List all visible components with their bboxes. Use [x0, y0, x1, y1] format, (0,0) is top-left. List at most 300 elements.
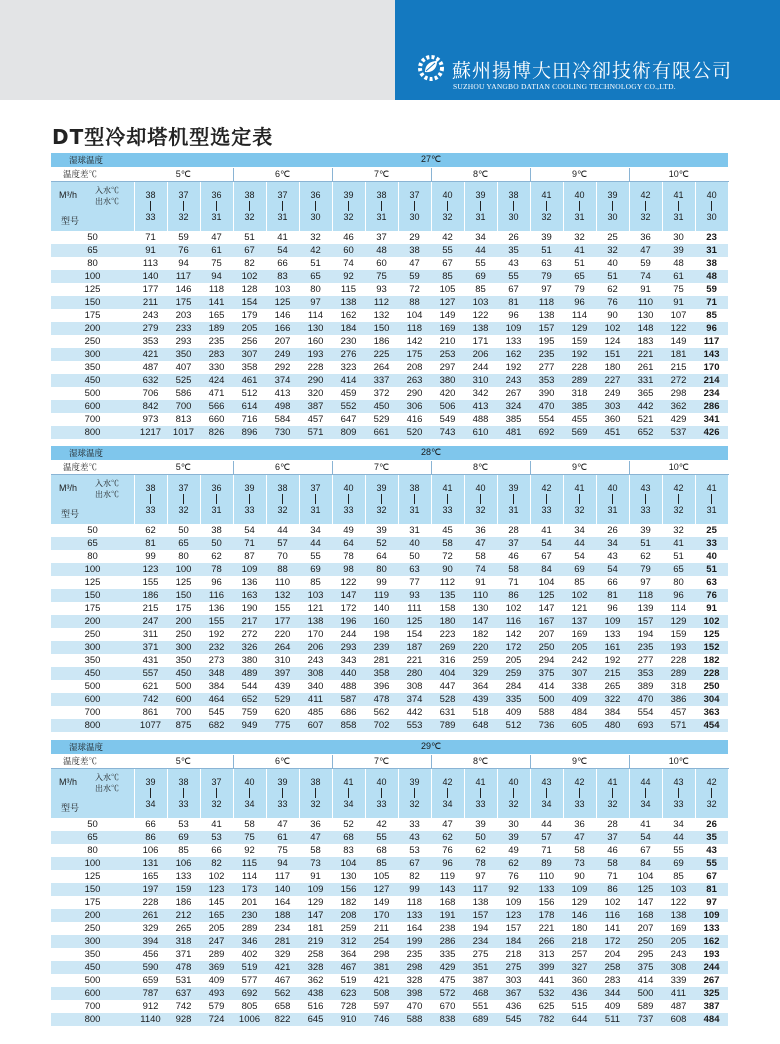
model-cell: 175 [51, 309, 134, 322]
value-cell: 658 [266, 1000, 299, 1013]
value-cell: 156 [530, 896, 563, 909]
temp-diff-7: 7℃ [332, 460, 431, 474]
value-cell: 230 [332, 335, 365, 348]
value-cell: 31 [695, 244, 728, 257]
value-cell: 194 [464, 922, 497, 935]
value-cell: 385 [563, 400, 596, 413]
value-cell: 58 [596, 857, 629, 870]
value-cell: 82 [233, 257, 266, 270]
temp-diff-label: 温度差℃ [51, 754, 134, 768]
table-row [51, 844, 728, 857]
value-cell: 170 [365, 909, 398, 922]
value-cell: 242 [563, 654, 596, 667]
value-cell: 39 [629, 524, 662, 537]
value-cell: 34 [596, 537, 629, 550]
value-cell: 147 [464, 615, 497, 628]
value-cell: 169 [662, 922, 695, 935]
value-cell: 369 [200, 961, 233, 974]
value-cell: 128 [233, 283, 266, 296]
value-cell: 68 [332, 831, 365, 844]
value-cell: 360 [563, 974, 596, 987]
value-cell: 161 [596, 641, 629, 654]
value-cell: 71 [695, 296, 728, 309]
value-cell: 487 [662, 1000, 695, 1013]
wet-bulb-label: 湿球温度 [51, 446, 134, 460]
temp-diff-10: 10℃ [629, 754, 728, 768]
table-row [51, 387, 728, 400]
value-cell: 421 [266, 961, 299, 974]
value-cell: 96 [695, 322, 728, 335]
value-cell: 127 [365, 883, 398, 896]
value-cell: 54 [266, 244, 299, 257]
wet-bulb-label: 湿球温度 [51, 740, 134, 754]
value-cell: 322 [596, 693, 629, 706]
value-cell: 652 [629, 426, 662, 439]
value-cell: 99 [134, 550, 167, 563]
value-cell: 243 [662, 948, 695, 961]
value-cell: 81 [596, 589, 629, 602]
value-cell: 192 [200, 628, 233, 641]
value-cell: 520 [398, 426, 431, 439]
value-cell: 112 [365, 296, 398, 309]
value-cell: 421 [134, 348, 167, 361]
value-cell: 426 [695, 426, 728, 439]
model-cell: 600 [51, 693, 134, 706]
value-cell: 281 [266, 935, 299, 948]
table-row [51, 896, 728, 909]
value-cell: 138 [464, 896, 497, 909]
value-cell: 92 [332, 270, 365, 283]
value-cell: 424 [200, 374, 233, 387]
value-cell: 842 [134, 400, 167, 413]
value-cell: 464 [200, 693, 233, 706]
value-cell: 228 [662, 654, 695, 667]
value-cell: 192 [563, 348, 596, 361]
value-cell: 265 [167, 922, 200, 935]
value-cell: 706 [134, 387, 167, 400]
value-cell: 273 [200, 654, 233, 667]
header-corner [51, 768, 134, 818]
inlet-outlet-cell: 39 31 [464, 181, 497, 231]
value-cell: 82 [200, 857, 233, 870]
value-cell: 150 [365, 322, 398, 335]
value-cell: 190 [233, 602, 266, 615]
value-cell: 365 [629, 387, 662, 400]
value-cell: 186 [134, 589, 167, 602]
value-cell: 165 [200, 909, 233, 922]
model-cell: 700 [51, 413, 134, 426]
inlet-outlet-cell: 38 32 [233, 181, 266, 231]
value-cell: 62 [596, 283, 629, 296]
value-cell: 125 [530, 589, 563, 602]
table-row [51, 719, 728, 732]
value-cell: 164 [266, 896, 299, 909]
value-cell: 34 [662, 818, 695, 831]
value-cell: 73 [563, 857, 596, 870]
value-cell: 289 [233, 922, 266, 935]
table-row [51, 667, 728, 680]
value-cell: 145 [200, 896, 233, 909]
table-row [51, 857, 728, 870]
value-cell: 86 [497, 589, 530, 602]
value-cell: 397 [266, 667, 299, 680]
value-cell: 481 [497, 426, 530, 439]
value-cell: 746 [365, 1013, 398, 1026]
gear-leaf-logo-icon [415, 52, 447, 84]
value-cell: 307 [233, 348, 266, 361]
value-cell: 55 [299, 550, 332, 563]
value-cell: 59 [629, 257, 662, 270]
value-cell: 233 [167, 322, 200, 335]
table-row [51, 524, 728, 537]
value-cell: 107 [662, 309, 695, 322]
inlet-outlet-cell: 36 31 [200, 474, 233, 524]
value-cell: 484 [695, 1013, 728, 1026]
inlet-outlet-cell: 39 32 [398, 768, 431, 818]
value-cell: 350 [167, 654, 200, 667]
value-cell: 94 [266, 857, 299, 870]
value-cell: 48 [662, 257, 695, 270]
value-cell: 55 [365, 831, 398, 844]
value-cell: 809 [332, 426, 365, 439]
value-cell: 447 [431, 680, 464, 693]
value-cell: 76 [167, 244, 200, 257]
value-cell: 63 [398, 563, 431, 576]
value-cell: 192 [596, 654, 629, 667]
value-cell: 371 [134, 641, 167, 654]
value-cell: 218 [563, 935, 596, 948]
table-row [51, 831, 728, 844]
value-cell: 132 [266, 589, 299, 602]
model-label: 型号 [61, 508, 80, 519]
value-cell: 228 [695, 667, 728, 680]
value-cell: 545 [200, 706, 233, 719]
value-cell: 702 [365, 719, 398, 732]
value-cell: 135 [431, 589, 464, 602]
value-cell: 121 [563, 602, 596, 615]
value-cell: 146 [167, 283, 200, 296]
value-cell: 308 [662, 961, 695, 974]
table-row [51, 628, 728, 641]
value-cell: 137 [563, 615, 596, 628]
value-cell: 30 [497, 818, 530, 831]
value-cell: 155 [266, 602, 299, 615]
value-cell: 308 [398, 680, 431, 693]
value-cell: 572 [431, 987, 464, 1000]
value-cell: 323 [332, 361, 365, 374]
value-cell: 103 [662, 883, 695, 896]
value-cell: 228 [299, 361, 332, 374]
value-cell: 308 [299, 667, 332, 680]
value-cell: 659 [134, 974, 167, 987]
value-cell: 553 [398, 719, 431, 732]
inlet-outlet-cell: 41 31 [695, 474, 728, 524]
table-row [51, 641, 728, 654]
value-cell: 506 [431, 400, 464, 413]
temp-diff-9: 9℃ [530, 167, 629, 181]
value-cell: 973 [134, 413, 167, 426]
value-cell: 66 [134, 818, 167, 831]
value-cell: 129 [563, 322, 596, 335]
value-cell: 61 [266, 831, 299, 844]
value-cell: 318 [563, 387, 596, 400]
value-cell: 59 [695, 283, 728, 296]
value-cell: 181 [299, 922, 332, 935]
table-row [51, 818, 728, 831]
table-row [51, 322, 728, 335]
temp-diff-7: 7℃ [332, 754, 431, 768]
value-cell: 116 [200, 589, 233, 602]
table-row [51, 270, 728, 283]
value-cell: 484 [563, 706, 596, 719]
value-cell: 325 [695, 987, 728, 1000]
value-cell: 610 [464, 426, 497, 439]
company-name-en: SUZHOU YANGBO DATIAN COOLING TECHNOLOGY CO.,LTD. [453, 82, 676, 91]
value-cell: 822 [266, 1013, 299, 1026]
value-cell: 265 [596, 680, 629, 693]
value-cell: 117 [266, 870, 299, 883]
value-cell: 207 [530, 628, 563, 641]
value-cell: 414 [629, 974, 662, 987]
value-cell: 787 [134, 987, 167, 1000]
inlet-outlet-cell: 36 30 [299, 181, 332, 231]
value-cell: 109 [497, 896, 530, 909]
value-cell: 362 [299, 974, 332, 987]
value-cell: 39 [530, 231, 563, 244]
value-cell: 35 [695, 831, 728, 844]
value-cell: 162 [332, 309, 365, 322]
value-cell: 201 [233, 896, 266, 909]
value-cell: 438 [299, 987, 332, 1000]
value-cell: 693 [629, 719, 662, 732]
value-cell: 47 [200, 231, 233, 244]
value-cell: 838 [431, 1013, 464, 1026]
value-cell: 173 [233, 883, 266, 896]
value-cell: 130 [299, 322, 332, 335]
value-cell: 372 [365, 387, 398, 400]
model-cell: 175 [51, 896, 134, 909]
table-row [51, 374, 728, 387]
inlet-label: 入水℃ [95, 185, 119, 195]
model-cell: 300 [51, 348, 134, 361]
value-cell: 51 [530, 244, 563, 257]
value-cell: 112 [431, 576, 464, 589]
value-cell: 551 [464, 1000, 497, 1013]
value-cell: 62 [629, 550, 662, 563]
value-cell: 562 [365, 706, 398, 719]
value-cell: 110 [629, 296, 662, 309]
temp-diff-label: 温度差℃ [51, 460, 134, 474]
value-cell: 521 [629, 413, 662, 426]
temp-diff-9: 9℃ [530, 460, 629, 474]
value-cell: 39 [464, 818, 497, 831]
value-cell: 186 [365, 335, 398, 348]
value-cell: 104 [530, 576, 563, 589]
table-row [51, 296, 728, 309]
value-cell: 157 [464, 909, 497, 922]
value-cell: 177 [134, 283, 167, 296]
value-cell: 234 [695, 387, 728, 400]
value-cell: 234 [266, 922, 299, 935]
value-cell: 620 [266, 706, 299, 719]
value-cell: 364 [464, 680, 497, 693]
value-cell: 80 [167, 550, 200, 563]
value-cell: 151 [596, 348, 629, 361]
value-cell: 411 [299, 693, 332, 706]
value-cell: 394 [134, 935, 167, 948]
inlet-outlet-cell: 42 34 [431, 768, 464, 818]
value-cell: 62 [497, 857, 530, 870]
outlet-label: 出水℃ [95, 489, 119, 499]
value-cell: 55 [497, 270, 530, 283]
value-cell: 63 [530, 257, 563, 270]
value-cell: 125 [629, 883, 662, 896]
value-cell: 34 [464, 231, 497, 244]
value-cell: 123 [200, 883, 233, 896]
model-label: 型号 [61, 802, 80, 813]
table-row [51, 680, 728, 693]
value-cell: 42 [365, 818, 398, 831]
inlet-outlet-cell: 39 34 [134, 768, 167, 818]
value-cell: 157 [629, 615, 662, 628]
value-cell: 136 [233, 576, 266, 589]
value-cell: 129 [563, 896, 596, 909]
value-cell: 67 [695, 870, 728, 883]
value-cell: 49 [332, 524, 365, 537]
value-cell: 62 [134, 524, 167, 537]
value-cell: 329 [464, 667, 497, 680]
value-cell: 42 [431, 231, 464, 244]
table-row [51, 602, 728, 615]
value-cell: 199 [398, 935, 431, 948]
value-cell: 184 [497, 935, 530, 948]
value-cell: 730 [266, 426, 299, 439]
value-cell: 147 [530, 602, 563, 615]
value-cell: 335 [431, 948, 464, 961]
value-cell: 374 [266, 374, 299, 387]
value-cell: 340 [299, 680, 332, 693]
value-cell: 247 [134, 615, 167, 628]
value-cell: 159 [662, 628, 695, 641]
value-cell: 54 [596, 563, 629, 576]
inlet-outlet-cell: 37 31 [266, 181, 299, 231]
value-cell: 193 [299, 348, 332, 361]
value-cell: 125 [695, 628, 728, 641]
inlet-label: 入水℃ [95, 478, 119, 488]
value-cell: 545 [497, 1013, 530, 1026]
value-cell: 93 [398, 589, 431, 602]
value-cell: 133 [167, 870, 200, 883]
value-cell: 87 [233, 550, 266, 563]
value-cell: 47 [299, 831, 332, 844]
value-cell: 431 [134, 654, 167, 667]
value-cell: 371 [167, 948, 200, 961]
value-cell: 23 [695, 231, 728, 244]
temp-diff-8: 8℃ [431, 460, 530, 474]
inlet-outlet-cell: 39 32 [365, 474, 398, 524]
value-cell: 310 [266, 654, 299, 667]
value-cell: 92 [497, 883, 530, 896]
value-cell: 239 [365, 641, 398, 654]
model-cell: 80 [51, 550, 134, 563]
value-cell: 43 [398, 831, 431, 844]
value-cell: 211 [365, 922, 398, 935]
value-cell: 70 [266, 550, 299, 563]
value-cell: 67 [497, 283, 530, 296]
value-cell: 67 [398, 857, 431, 870]
value-cell: 76 [431, 844, 464, 857]
temp-diff-10: 10℃ [629, 460, 728, 474]
inlet-outlet-cell: 44 34 [629, 768, 662, 818]
value-cell: 789 [431, 719, 464, 732]
value-cell: 91 [134, 244, 167, 257]
value-cell: 149 [365, 896, 398, 909]
value-cell: 118 [398, 896, 431, 909]
value-cell: 47 [464, 537, 497, 550]
value-cell: 65 [563, 270, 596, 283]
inlet-outlet-cell: 37 32 [200, 768, 233, 818]
value-cell: 172 [596, 935, 629, 948]
value-cell: 577 [233, 974, 266, 987]
value-cell: 221 [530, 922, 563, 935]
table-row [51, 335, 728, 348]
value-cell: 59 [167, 231, 200, 244]
value-cell: 69 [299, 563, 332, 576]
value-cell: 69 [464, 270, 497, 283]
value-cell: 58 [563, 844, 596, 857]
value-cell: 454 [695, 719, 728, 732]
value-cell: 44 [563, 537, 596, 550]
value-cell: 208 [332, 909, 365, 922]
value-cell: 121 [299, 602, 332, 615]
value-cell: 140 [365, 602, 398, 615]
value-cell: 220 [464, 641, 497, 654]
value-cell: 487 [134, 361, 167, 374]
value-cell: 531 [167, 974, 200, 987]
table-row [51, 576, 728, 589]
value-cell: 411 [662, 987, 695, 1000]
value-cell: 311 [134, 628, 167, 641]
value-cell: 500 [167, 680, 200, 693]
value-cell: 384 [596, 706, 629, 719]
table-row [51, 537, 728, 550]
value-cell: 46 [332, 231, 365, 244]
value-cell: 94 [200, 270, 233, 283]
value-cell: 85 [167, 844, 200, 857]
value-cell: 123 [134, 563, 167, 576]
value-cell: 147 [332, 589, 365, 602]
value-cell: 43 [497, 257, 530, 270]
value-cell: 266 [530, 935, 563, 948]
value-cell: 367 [497, 987, 530, 1000]
value-cell: 537 [662, 426, 695, 439]
value-cell: 331 [629, 374, 662, 387]
value-cell: 157 [530, 322, 563, 335]
value-cell: 614 [233, 400, 266, 413]
value-cell: 511 [596, 1013, 629, 1026]
inlet-outlet-cell: 37 30 [398, 181, 431, 231]
value-cell: 283 [200, 348, 233, 361]
value-cell: 692 [233, 987, 266, 1000]
value-cell: 235 [629, 641, 662, 654]
value-cell: 318 [662, 680, 695, 693]
value-cell: 292 [266, 361, 299, 374]
value-cell: 88 [266, 563, 299, 576]
value-cell: 686 [332, 706, 365, 719]
temp-diff-6: 6℃ [233, 460, 332, 474]
value-cell: 69 [662, 857, 695, 870]
table-row [51, 974, 728, 987]
